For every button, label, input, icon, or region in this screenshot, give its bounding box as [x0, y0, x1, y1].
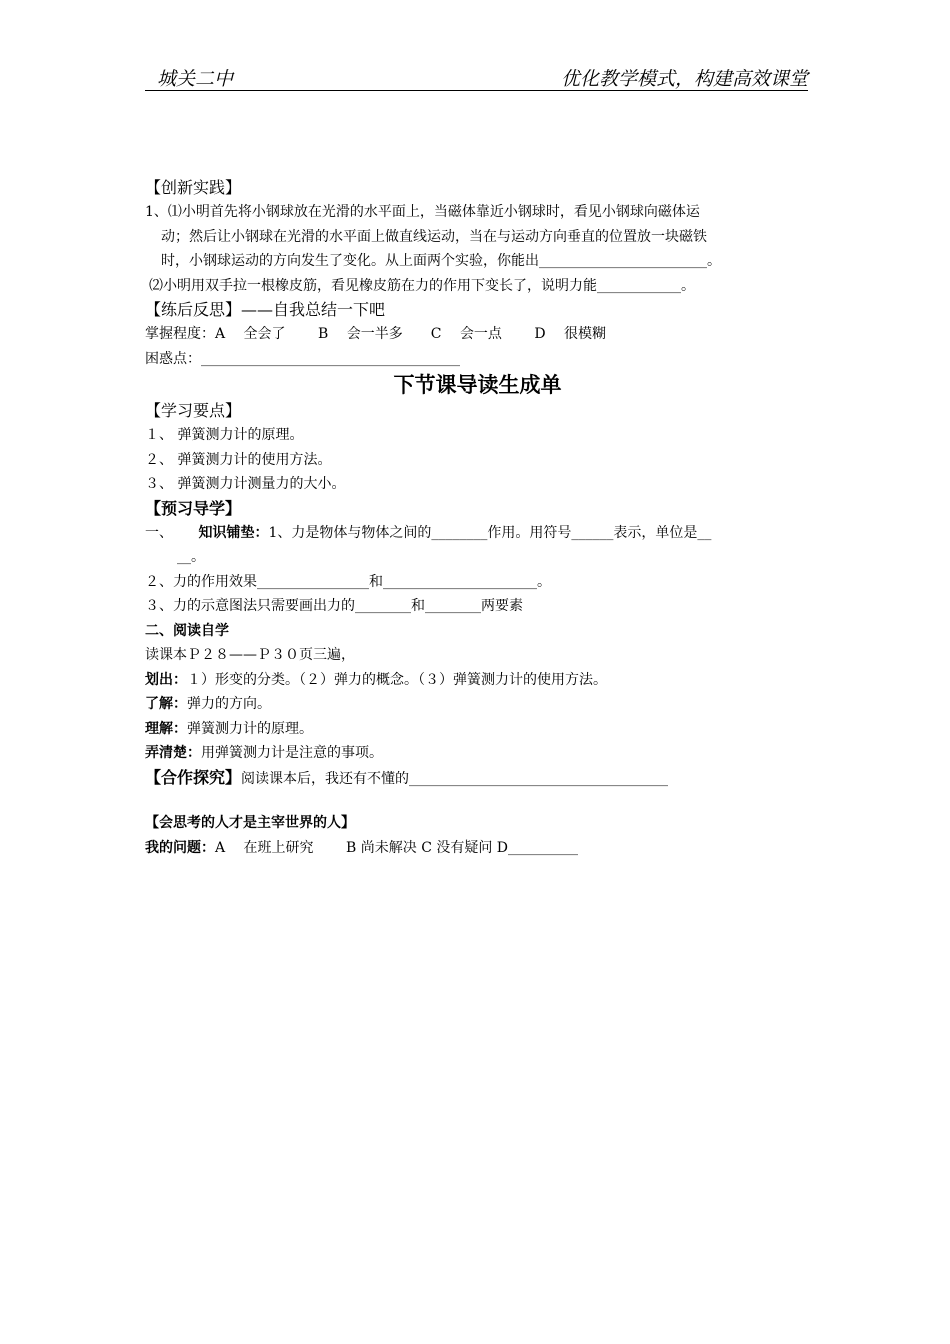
preview-item-2: ２、力的作用效果________________和______________________。 [145, 573, 551, 590]
cooperation-text: 阅读课本后，我还有不懂的_____________________________________ [241, 770, 669, 787]
reading-mark-label: 划出： [145, 671, 187, 688]
preview-part1-label: 一、 [145, 524, 199, 541]
points-item-2: ２、 弹簧测力计的使用方法。 [145, 451, 332, 468]
innovation-heading: 【创新实践】 [145, 178, 242, 197]
reading-mark-text: １）形变的分类。（２）弹力的概念。（３）弹簧测力计的使用方法。 [187, 671, 607, 688]
reading-clear [145, 741, 810, 766]
page-header [145, 64, 808, 91]
thinking-label: 我的问题： [145, 839, 215, 856]
reading-understand-text: 弹簧测力计的原理。 [187, 720, 313, 737]
thinking-text: A 在班上研究 B 尚未解决 C 没有疑问 D__________ [215, 839, 579, 856]
points-heading: 【学习要点】 [145, 401, 242, 420]
cooperation-line [145, 766, 810, 792]
points-item-3: ３、 弹簧测力计测量力的大小。 [145, 476, 346, 492]
spacer [145, 791, 810, 811]
innovation-line-3: 时，小钢球运动的方向发生了变化。从上面两个实验，你能出________________________。 [161, 253, 721, 269]
preview-part1-text: 1、力是物体与物体之间的________作用。用符号______表示，单位是__ [268, 524, 712, 541]
innovation-line-2: 动；然后让小钢球在光滑的水平面上做直线运动，当在与运动方向垂直的位置放一块磁铁 [161, 228, 707, 245]
preview-heading: 【预习导学】 [145, 498, 242, 518]
points-item-1: １、 弹簧测力计的原理。 [145, 427, 304, 443]
reading-clear-label: 弄清楚： [145, 745, 201, 761]
document-body [145, 176, 810, 860]
preview-item-3: ３、力的示意图法只需要画出力的________和________两要素 [145, 598, 523, 614]
cooperation-heading: 【合作探究】 [145, 767, 242, 787]
reading-heading: 二、阅读自学 [145, 622, 229, 639]
innovation-line-4: ⑵小明用双手拉一根橡皮筋，看见橡皮筋在力的作用下变长了，说明力能____________。 [149, 277, 695, 294]
header-slogan: 优化教学模式，构建高效课堂 [560, 68, 808, 90]
preview-item-1 [145, 521, 810, 546]
reading-understand-label: 理解： [145, 720, 187, 737]
preview-part1-bold: 知识铺垫： [198, 524, 269, 541]
reading-read: 读课本Ｐ２８——Ｐ３０页三遍， [145, 647, 355, 663]
reading-mark [145, 668, 810, 693]
reading-know [145, 692, 810, 717]
reflection-heading: 【练后反思】——自我总结一下吧 [145, 300, 386, 319]
reading-know-text: 弹力的方向。 [187, 696, 271, 712]
innovation-line-1: 1、⑴小明首先将小钢球放在光滑的水平面上，当磁体靠近小钢球时，看见小钢球向磁体运 [145, 204, 700, 220]
reading-clear-text: 用弹簧测力计是注意的事项。 [201, 745, 383, 761]
thinking-heading: 【会思考的人才是主宰世界的人】 [145, 815, 355, 831]
reading-know-label: 了解： [145, 696, 187, 712]
preview-item-1-cont: __。 [177, 549, 205, 565]
confusion-line: 困惑点：_____________________________________ [145, 350, 460, 367]
header-school: 城关二中 [157, 68, 234, 90]
section-title: 下节课导读生成单 [393, 373, 562, 397]
thinking-line [145, 836, 810, 861]
reading-understand [145, 717, 810, 742]
mastery-line: 掌握程度：A 全会了 B 会一半多 C 会一点 D 很模糊 [145, 326, 607, 342]
